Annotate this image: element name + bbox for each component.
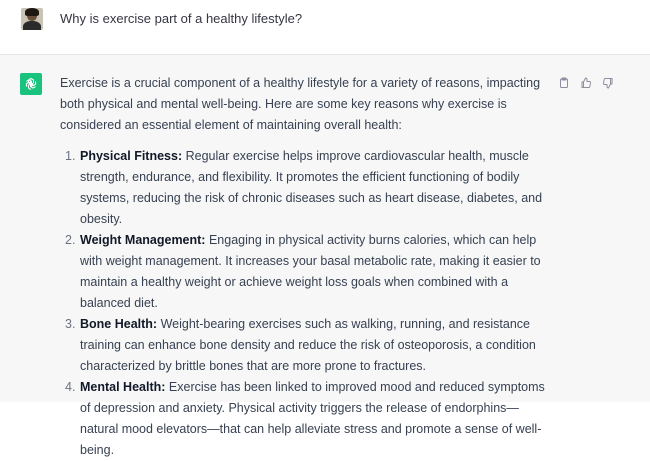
list-item	[65, 146, 548, 230]
thumbs-down-icon[interactable]	[600, 75, 616, 91]
response-intro: Exercise is a crucial component of a healthy lifestyle for a variety of reasons, impacting both physical and mental well-being. Here are some key reasons why exercise is considered an essential element of maintaining overall health:	[60, 76, 541, 132]
openai-logo-icon	[20, 73, 42, 95]
list-item	[65, 377, 548, 461]
list-item	[65, 230, 548, 314]
list-item	[65, 314, 548, 377]
list-text: Engaging in physical activity burns calories, which can help with weight management. It increases your basal metabolic rate, making it easier to maintain a healthy weight or achieve weight loss goals when combined with a balanced diet.	[80, 233, 541, 310]
list-number: 2.	[65, 233, 76, 247]
list-text: Regular exercise helps improve cardiovascular health, muscle strength, endurance, and flexibility. It promotes the efficient functioning of bodily systems, reducing the risk of chronic diseases such as heart disease, diabetes, and obesity.	[80, 149, 543, 226]
user-question: Why is exercise part of a healthy lifestyle?	[60, 11, 303, 26]
thumbs-up-icon[interactable]	[578, 75, 594, 91]
list-term: Mental Health:	[80, 380, 166, 394]
list-term: Physical Fitness:	[80, 149, 183, 163]
assistant-response	[60, 73, 548, 461]
clipboard-icon[interactable]	[556, 75, 572, 91]
user-message-row	[0, 0, 650, 55]
user-avatar	[21, 8, 43, 30]
assistant-message-row	[0, 55, 650, 457]
list-text: Weight-bearing exercises such as walking, running, and resistance training can enhance bone density and reduce the risk of osteoporosis, a condition characterized by brittle bones that are more prone to fractures.	[80, 317, 536, 373]
message-actions	[556, 75, 616, 91]
reasons-list	[60, 146, 548, 461]
list-term: Bone Health:	[80, 317, 158, 331]
list-text: Exercise has been linked to improved mood and reduced symptoms of depression and anxiety. Physical activity triggers the release of endorphins—natural mood elevators—that can help alleviate stress and promote a sense of well-being.	[80, 380, 545, 457]
list-number: 4.	[65, 380, 76, 394]
list-number: 3.	[65, 317, 76, 331]
list-term: Weight Management:	[80, 233, 206, 247]
list-number: 1.	[65, 149, 76, 163]
